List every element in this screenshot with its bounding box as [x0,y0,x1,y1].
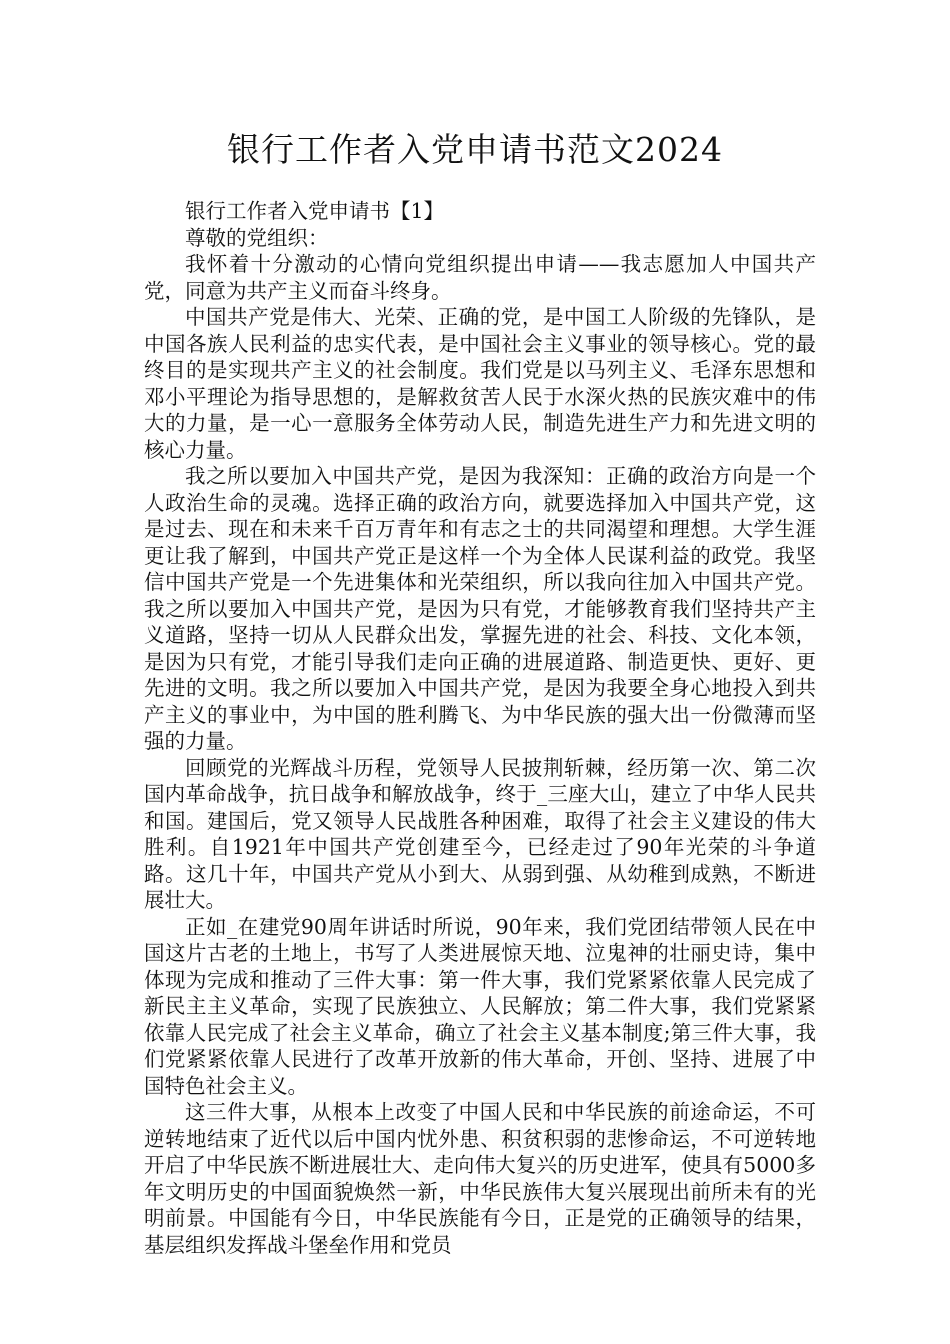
document-title: 银行工作者入党申请书范文2024 [227,130,723,169]
paragraph: 我之所以要加入中国共产党，是因为我深知：正确的政治方向是一个人政治生命的灵魂。选择正确的政治方向，就要选择加入中国共产党，这是过去、现在和未来千百万青年和有志之士的共同渴望和理想。大学生涯更让我了解到，中国共产党正是这样一个为全体人民谋利益的政党。我坚信中国共产党是一个先进集体和光荣组织，所以我向往加入中国共产党。我之所以要加入中国共产党，是因为只有党，才能够教育我们坚持共产主义道路，坚持一切从人民群众出发，掌握先进的社会、科技、文化本领，是因为只有党，才能引导我们走向正确的进展道路、制造更快、更好、更先进的文明。我之所以要加入中国共产党，是因为我要全身心地投入到共产主义的事业中，为中国的胜利腾飞、为中华民族的强大出一份微薄而坚强的力量。 [144,464,816,753]
paragraph: 这三件大事，从根本上改变了中国人民和中华民族的前途命运，不可逆转地结束了近代以后中国内忧外患、积贫积弱的悲惨命运，不可逆转地开启了中华民族不断进展壮大、走向伟大复兴的历史进军，使具有5000多年文明历史的中国面貌焕然一新，中华民族伟大复兴展现出前所未有的光明前景。中国能有今日，中华民族能有今日，正是党的正确领导的结果，基层组织发挥战斗堡垒作用和党员 [144,1100,816,1257]
salutation: 尊敬的党组织： [185,225,329,250]
document-body [144,198,816,1258]
document-subtitle: 银行工作者入党申请书【1】 [185,199,445,223]
paragraph: 正如_在建党90周年讲话时所说，90年来，我们党团结带领人民在中国这片古老的土地上，书写了人类进展惊天地、泣鬼神的壮丽史诗，集中体现为完成和推动了三件大事：第一件大事，我们党紧紧依靠人民完成了新民主主义革命，实现了民族独立、人民解放；第二件大事，我们党紧紧依靠人民完成了社会主义革命，确立了社会主义基本制度;第三件大事，我们党紧紧依靠人民进行了改革开放新的伟大革命，开创、坚持、进展了中国特色社会主义。 [144,914,816,1098]
paragraph: 中国共产党是伟大、光荣、正确的党，是中国工人阶级的先锋队，是中国各族人民利益的忠实代表，是中国社会主义事业的领导核心。党的最终目的是实现共产主义的社会制度。我们党是以马列主义、毛泽东思想和邓小平理论为指导思想的，是解救贫苦人民于水深火热的民族灾难中的伟大的力量，是一心一意服务全体劳动人民，制造先进生产力和先进文明的核心力量。 [144,305,816,462]
paragraph: 我怀着十分激动的心情向党组织提出申请——我志愿加人中国共产党，同意为共产主义而奋斗终身。 [144,252,816,303]
paragraph: 回顾党的光辉战斗历程，党领导人民披荆斩棘，经历第一次、第二次国内革命战争，抗日战争和解放战争，终于_三座大山，建立了中华人民共和国。建国后，党又领导人民战胜各种困难，取得了社会主义建设的伟大胜利。自1921年中国共产党创建至今，已经走过了90年光荣的斗争道路。这几十年，中国共产党从小到大、从弱到强、从幼稚到成熟，不断进展壮大。 [144,755,816,912]
